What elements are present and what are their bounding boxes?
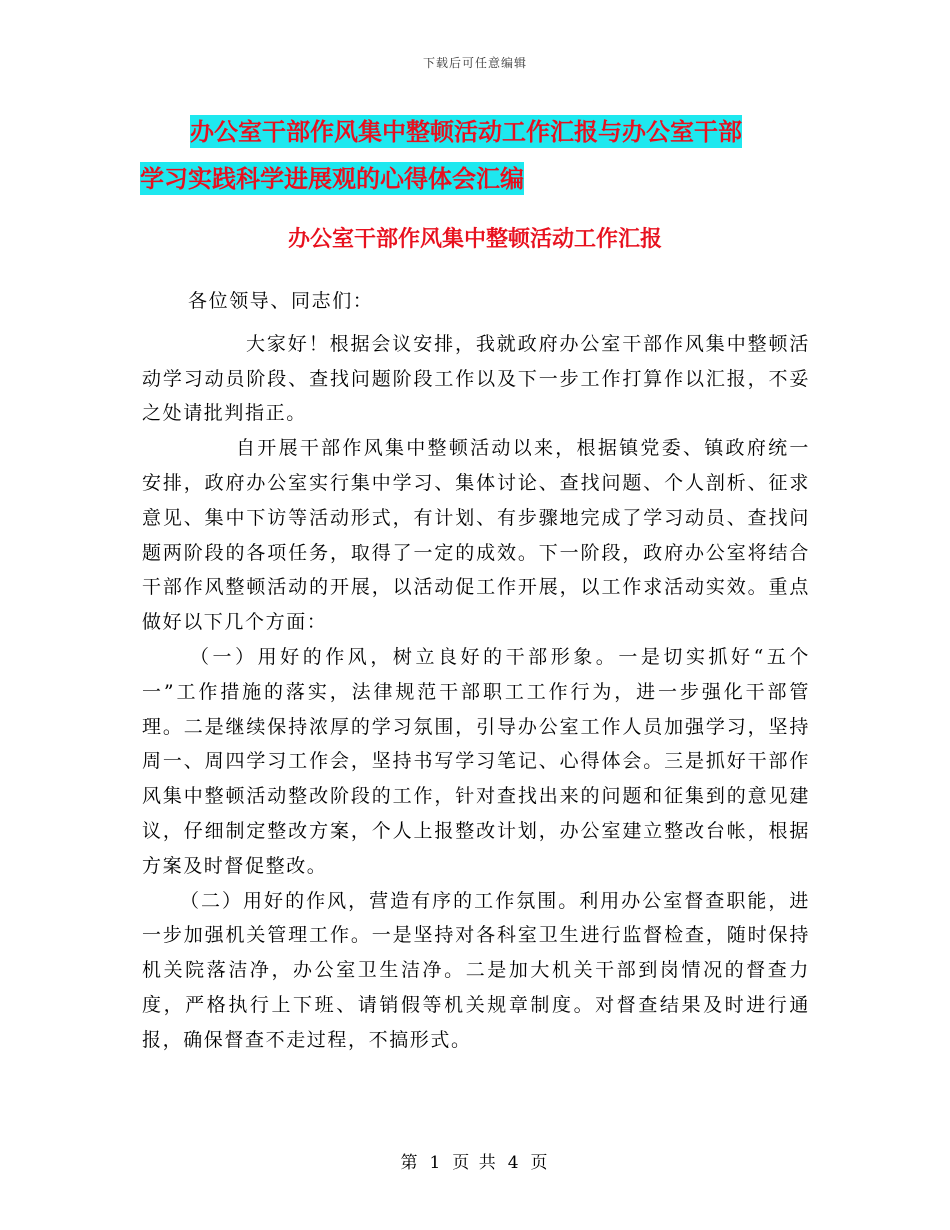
document-body (142, 284, 810, 1058)
paragraph-overview: 自开展干部作风集中整顿活动以来，根据镇党委、镇政府统一安排，政府办公室实行集中学习、集体讨论、查找问题、个人剖析、征求意见、集中下访等活动形式，有计划、有步骤地完成了学习动员、查找问题两阶段的各项任务，取得了一定的成效。下一阶段，政府办公室将结合干部作风整顿活动的开展，以活动促工作开展，以工作求活动实效。重点做好以下几个方面： (142, 437, 810, 634)
footer-prefix: 第 (400, 1153, 420, 1173)
footer-suffix: 页 (530, 1153, 550, 1173)
paragraph-greeting: 大家好！根据会议安排，我就政府办公室干部作风集中整顿活动学习动员阶段、查找问题阶段工作以及下一步工作打算作以汇报，不妥之处请批判指正。 (142, 332, 810, 425)
page-total: 4 (507, 1153, 521, 1173)
section-title: 办公室干部作风集中整顿活动工作汇报 (287, 226, 662, 252)
header-note: 下载后可任意编辑 (422, 56, 527, 70)
title-line-2 (140, 155, 820, 202)
document-title (140, 108, 820, 202)
title-line-1-text: 办公室干部作风集中整顿活动工作汇报与办公室干部 (190, 117, 742, 146)
page-number: 1 (429, 1153, 443, 1173)
paragraph-item-1: （一）用好的作风，树立良好的干部形象。一是切实抓好“五个一”工作措施的落实，法律规范干部职工工作行为，进一步强化干部管理。二是继续保持浓厚的学习氛围，引导办公室工作人员加强学习，坚持周一、周四学习工作会，坚持书写学习笔记、心得体会。三是抓好干部作风集中整顿活动整改阶段的工作，针对查找出来的问题和征集到的意见建议，仔细制定整改方案，个人上报整改计划，办公室建立整改台帐，根据方案及时督促整改。 (142, 645, 810, 877)
footer-middle: 页 共 (452, 1153, 498, 1173)
salutation: 各位领导、同志们： (188, 290, 374, 312)
title-line-2-text: 学习实践科学进展观的心得体会汇编 (140, 164, 524, 193)
page-footer (0, 1148, 950, 1173)
paragraph-item-2: （二）用好的作风，营造有序的工作氛围。利用办公室督查职能，进一步加强机关管理工作。一是坚持对各科室卫生进行监督检查，随时保持机关院落洁净，办公室卫生洁净。二是加大机关干部到岗情况的督查力度，严格执行上下班、请销假等机关规章制度。对督查结果及时进行通报，确保督查不走过程，不搞形式。 (142, 889, 810, 1051)
title-line-1 (140, 108, 820, 155)
